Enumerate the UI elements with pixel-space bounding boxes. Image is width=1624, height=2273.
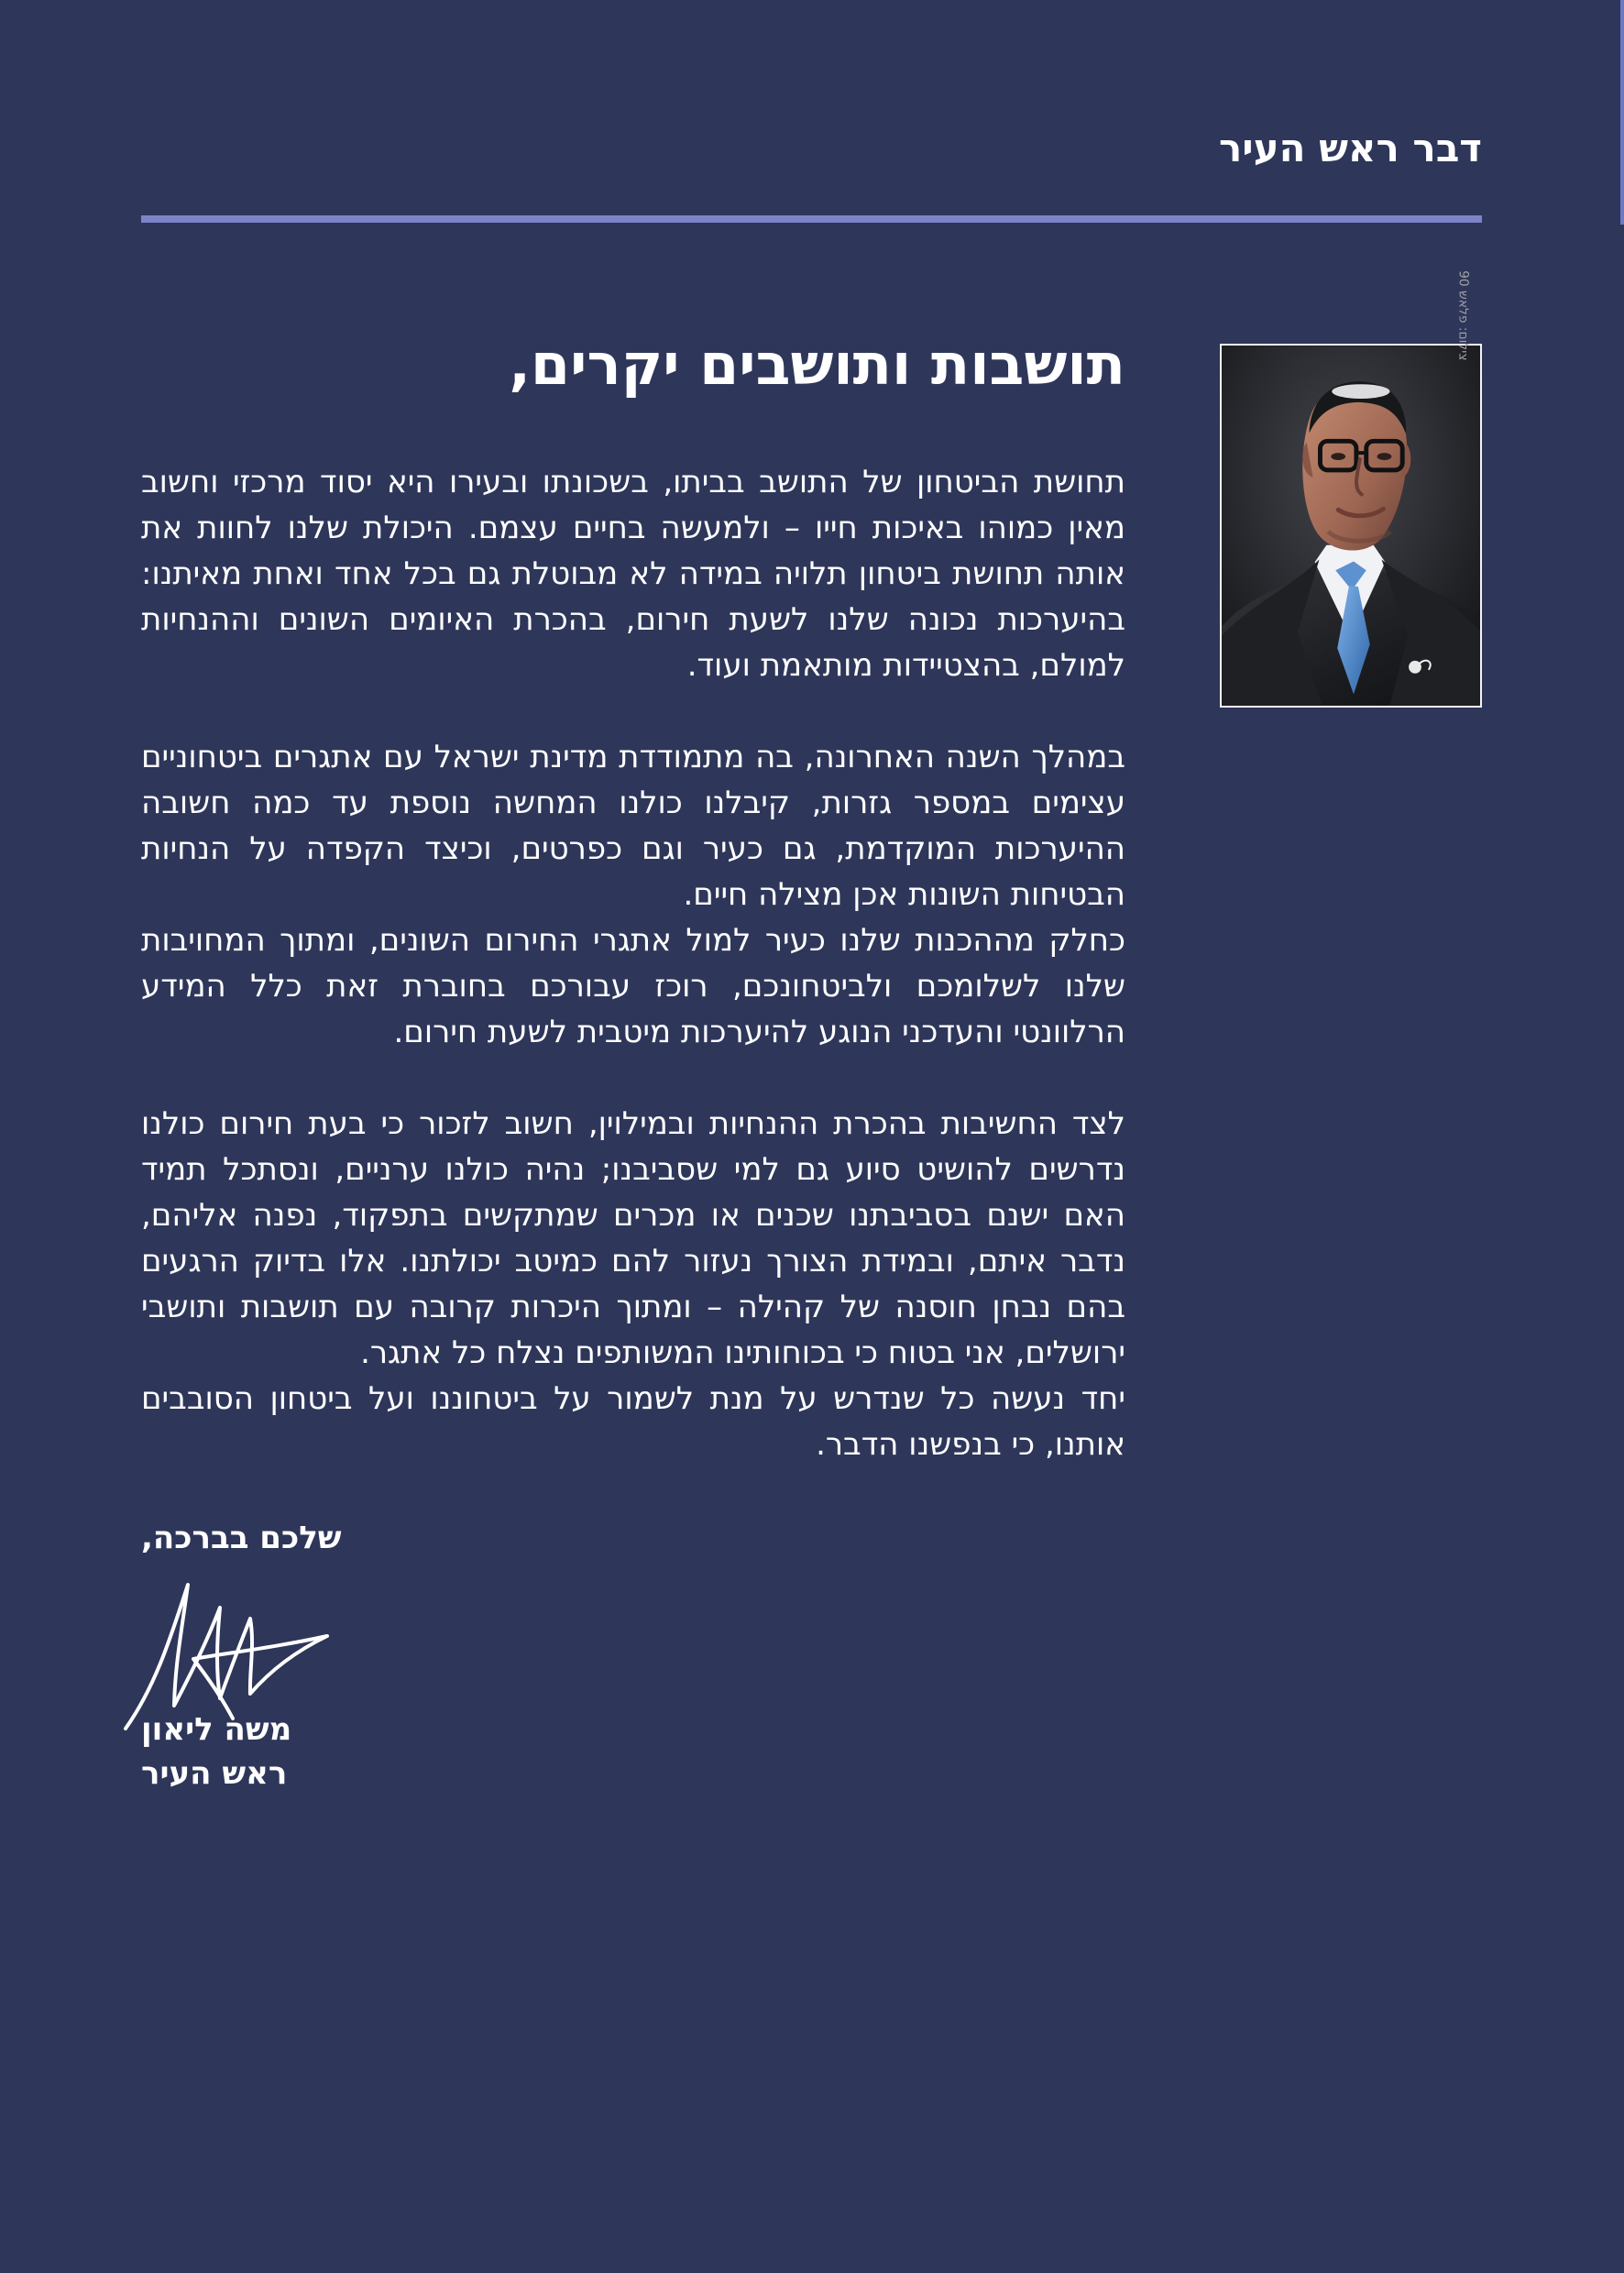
letter-paragraph: יחד נעשה כל שנדרש על מנת לשמור על ביטחוננו ועל ביטחון הסובבים אותנו, כי בנפשנו הדבר.	[141, 1380, 1125, 1464]
letter-paragraph: תחושת הביטחון של התושב בביתו, בשכונתו ובעירו היא יסוד מרכזי וחשוב מאין כמוהו באיכות חייו – ולמעשה בחיים עצמם. היכולת שלנו לחוות את אותה תחושת ביטחון תלויה במידה לא מבוטלת גם בכל אחד ואחת מאיתנו: בהיערכות נכונה שלנו לשעת חירום, בהכרת האיומים השונים וההנחיות למולם, בהצטיידות מותאמת ועוד.	[141, 464, 1125, 685]
signer-name: משה ליאון	[141, 1711, 292, 1748]
letter-closing: שלכם בברכה,	[141, 1520, 342, 1556]
signer-block	[141, 1707, 370, 1795]
letter-paragraph: לצד החשיבות בהכרת ההנחיות ובמילוין, חשוב לזכור כי בעת חירום כולנו נדרשים להושיט סיוע גם למי שסביבנו; נהיה כולנו ערניים, ונסתכל תמיד האם ישנם בסביבתנו שכנים או מכרים שמתקשים בתפקוד, נפנה אליהם, נדבר איתם, ובמידת הצורך נעזור להם כמיטב יכולתנו. אלו בדיוק הרגעים בהם נבחן חוסנה של קהילה – ומתוך היכרות קרובה עם תושבות ותושבי ירושלים, אני בטוח כי בכוחותינו המשותפים נצלח כל אתגר.	[141, 1105, 1125, 1372]
mayor-portrait-illustration	[1222, 270, 1480, 706]
page-title: דבר ראש העיר	[1218, 126, 1482, 170]
letter-paragraph: כחלק מההכנות שלנו כעיר למול אתגרי החירום השונים, ומתוך המחויבות שלנו לשלומכם ולביטחונכם, רוכז עבורכם בחוברת זאת כלל המידע הרלוונטי והעדכני הנוגע להיערכות מיטבית לשעת חירום.	[141, 922, 1125, 1051]
photo-credit-text: צילום: פלאש 90	[1455, 270, 1471, 361]
page-edge-accent-line	[1620, 0, 1624, 225]
letter-paragraph: במהלך השנה האחרונה, בה מתמודדת מדינת ישראל עם אתגרים ביטחוניים עצימים במספר גזרות, קיבלנו כולנו המחשה נוספת עד כמה חשובה ההיערכות המוקדמת, גם כעיר וגם כפרטים, וכיצד הקפדה על הנחיות הבטיחות השונות אכן מצילה חיים.	[141, 739, 1125, 914]
letter-body	[141, 332, 1125, 1467]
header-divider	[141, 215, 1482, 223]
signer-title: ראש העיר	[141, 1755, 288, 1792]
mayor-portrait-photo	[1220, 270, 1482, 708]
letter-greeting: תושבות ותושבים יקרים,	[509, 331, 1125, 398]
